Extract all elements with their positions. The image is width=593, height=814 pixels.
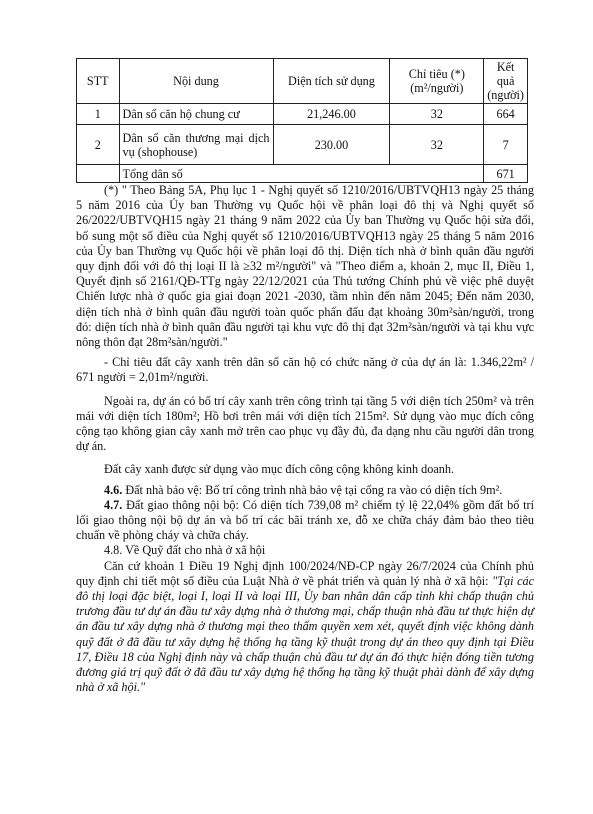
cell-empty xyxy=(77,165,120,183)
cell-content: Dân số căn hộ chung cư xyxy=(119,104,273,125)
section-4-8-lead: Căn cứ khoản 1 Điều 19 Nghị định 100/2024/NĐ-CP ngày 26/7/2024 của Chính phủ quy định chi tiết một số điều của Luật Nhà ở về phát triển và quản lý nhà ở xã hội: xyxy=(76,558,534,588)
header-stt: STT xyxy=(77,59,120,104)
section-4-8-body xyxy=(76,559,534,696)
cell-stt: 1 xyxy=(77,104,120,125)
section-4-7 xyxy=(76,498,534,544)
cell-stt: 2 xyxy=(77,125,120,165)
header-result-line1: Kết quả xyxy=(496,60,515,88)
header-norm xyxy=(390,59,484,104)
green-use-paragraph: Đất cây xanh được sử dụng vào mục đích công cộng không kinh doanh. xyxy=(104,462,454,477)
population-table xyxy=(76,58,528,183)
header-norm-line1: Chỉ tiêu (*) xyxy=(408,67,465,81)
cell-area: 21,246.00 xyxy=(273,104,390,125)
section-4-7-text: Đất giao thông nội bộ: Có diện tích 739,08 m² chiếm tỷ lệ 22,04% gồm đất bố trí lối giao thông nội bộ dự án và bố trí các bãi tránh xe, đỗ xe chữa cháy đảm bảo theo tiêu chuẩn về phòng cháy và chữa cháy. xyxy=(76,497,534,543)
table-total-row xyxy=(77,165,528,183)
cell-content: Dân số căn thương mại dịch vụ (shophouse) xyxy=(119,125,273,165)
section-4-8-quote: "Tại các đô thị loại đặc biệt, loại I, loại II và loại III, Ủy ban nhân dân cấp tỉnh khi chấp thuận chủ trương đầu tư dự án đầu tư xây dựng nhà ở thương mại, chấp thuận nhà đầu tư thực hiện dự án đầu tư xây dựng nhà ở thương mại theo thẩm quyền xem xét, quyết định việc không dành quỹ đất ở đã đầu tư xây dựng hệ thống hạ tầng kỹ thuật trong dự án theo quy định tại Điều 17, Điều 18 của Nghị định này và chấp thuận chủ đầu tư dự án đó thực hiện đóng tiền tương đương giá trị quỹ đất ở đã đầu tư xây dựng hệ thống hạ tầng kỹ thuật phải dành để xây dựng nhà ở xã hội." xyxy=(76,573,534,695)
header-result-line2: (người) xyxy=(487,88,524,102)
section-4-8-heading: 4.8. Về Quỹ đất cho nhà ở xã hội xyxy=(104,543,266,558)
cell-result: 664 xyxy=(484,104,528,125)
total-label: Tổng dân số xyxy=(119,165,484,183)
section-4-7-number: 4.7. xyxy=(104,497,123,512)
cell-norm: 32 xyxy=(390,125,484,165)
cell-area: 230.00 xyxy=(273,125,390,165)
header-area: Diện tích sử dụng xyxy=(273,59,390,104)
header-norm-line2: (m²/người) xyxy=(410,81,464,95)
header-result xyxy=(484,59,528,104)
table-row xyxy=(77,104,528,125)
header-content: Nội dung xyxy=(119,59,273,104)
table-header-row xyxy=(77,59,528,104)
green-norm-paragraph: - Chỉ tiêu đất cây xanh trên dân số căn hộ có chức năng ở của dự án là: 1.346,22m² / 671 người = 2,01m²/người. xyxy=(76,355,534,385)
section-4-6 xyxy=(76,483,534,498)
total-value: 671 xyxy=(484,165,528,183)
table-row xyxy=(77,125,528,165)
cell-result: 7 xyxy=(484,125,528,165)
section-4-6-number: 4.6. xyxy=(104,482,123,497)
green-extra-paragraph: Ngoài ra, dự án có bố trí cây xanh trên công trình tại tầng 5 với diện tích 250m² và trên mái với diện tích 180m²; Hồ bơi trên mái với diện tích 215m². Sử dụng vào mục đích công cộng tạo không gian cây xanh mở trên cao phục vụ đầy đủ, đa dạng nhu cầu người dân trong dự án. xyxy=(76,393,534,454)
cell-norm: 32 xyxy=(390,104,484,125)
body-text xyxy=(76,183,534,696)
section-4-6-text: Đất nhà bảo vệ: Bố trí công trình nhà bảo vệ tại cổng ra vào có diện tích 9m². xyxy=(122,482,503,497)
table-footnote: (*) " Theo Bảng 5A, Phụ lục 1 - Nghị quyết số 1210/2016/UBTVQH13 ngày 25 tháng 5 năm 2016 của Ủy ban Thường vụ Quốc hội về phân loại đô thị và Nghị quyết số 26/2022/UBTVQH15 ngày 21 tháng 9 năm 2022 của Ủy ban Thường vụ Quốc hội sửa đổi, bổ sung một số điều của Nghị quyết số 1210/2016/UBTVQH13 ngày 25 tháng 5 năm 2016 của Ủy ban Thường vụ Quốc hội về phân loại đô thị. Diện tích nhà ở bình quân đầu người quy định đối với đô thị loại II là ≥32 m²/người" và "Theo điểm a, khoản 2, mục II, Điều 1, Quyết định số 2161/QĐ-TTg ngày 22/12/2021 của Thủ tướng Chính phủ về việc phê duyệt Chiến lược nhà ở quốc gia giai đoạn 2021 -2030, tầm nhìn đến năm 2045; Đến năm 2030, diện tích nhà ở bình quân đầu người toàn quốc phấn đấu đạt khoảng 30m²sàn/người, trong đó: diện tích nhà ở bình quân đầu người tại khu vực đô thị đạt 32m²sàn/người và tại khu vực nông thôn đạt 28m²sàn/người." xyxy=(76,183,534,350)
